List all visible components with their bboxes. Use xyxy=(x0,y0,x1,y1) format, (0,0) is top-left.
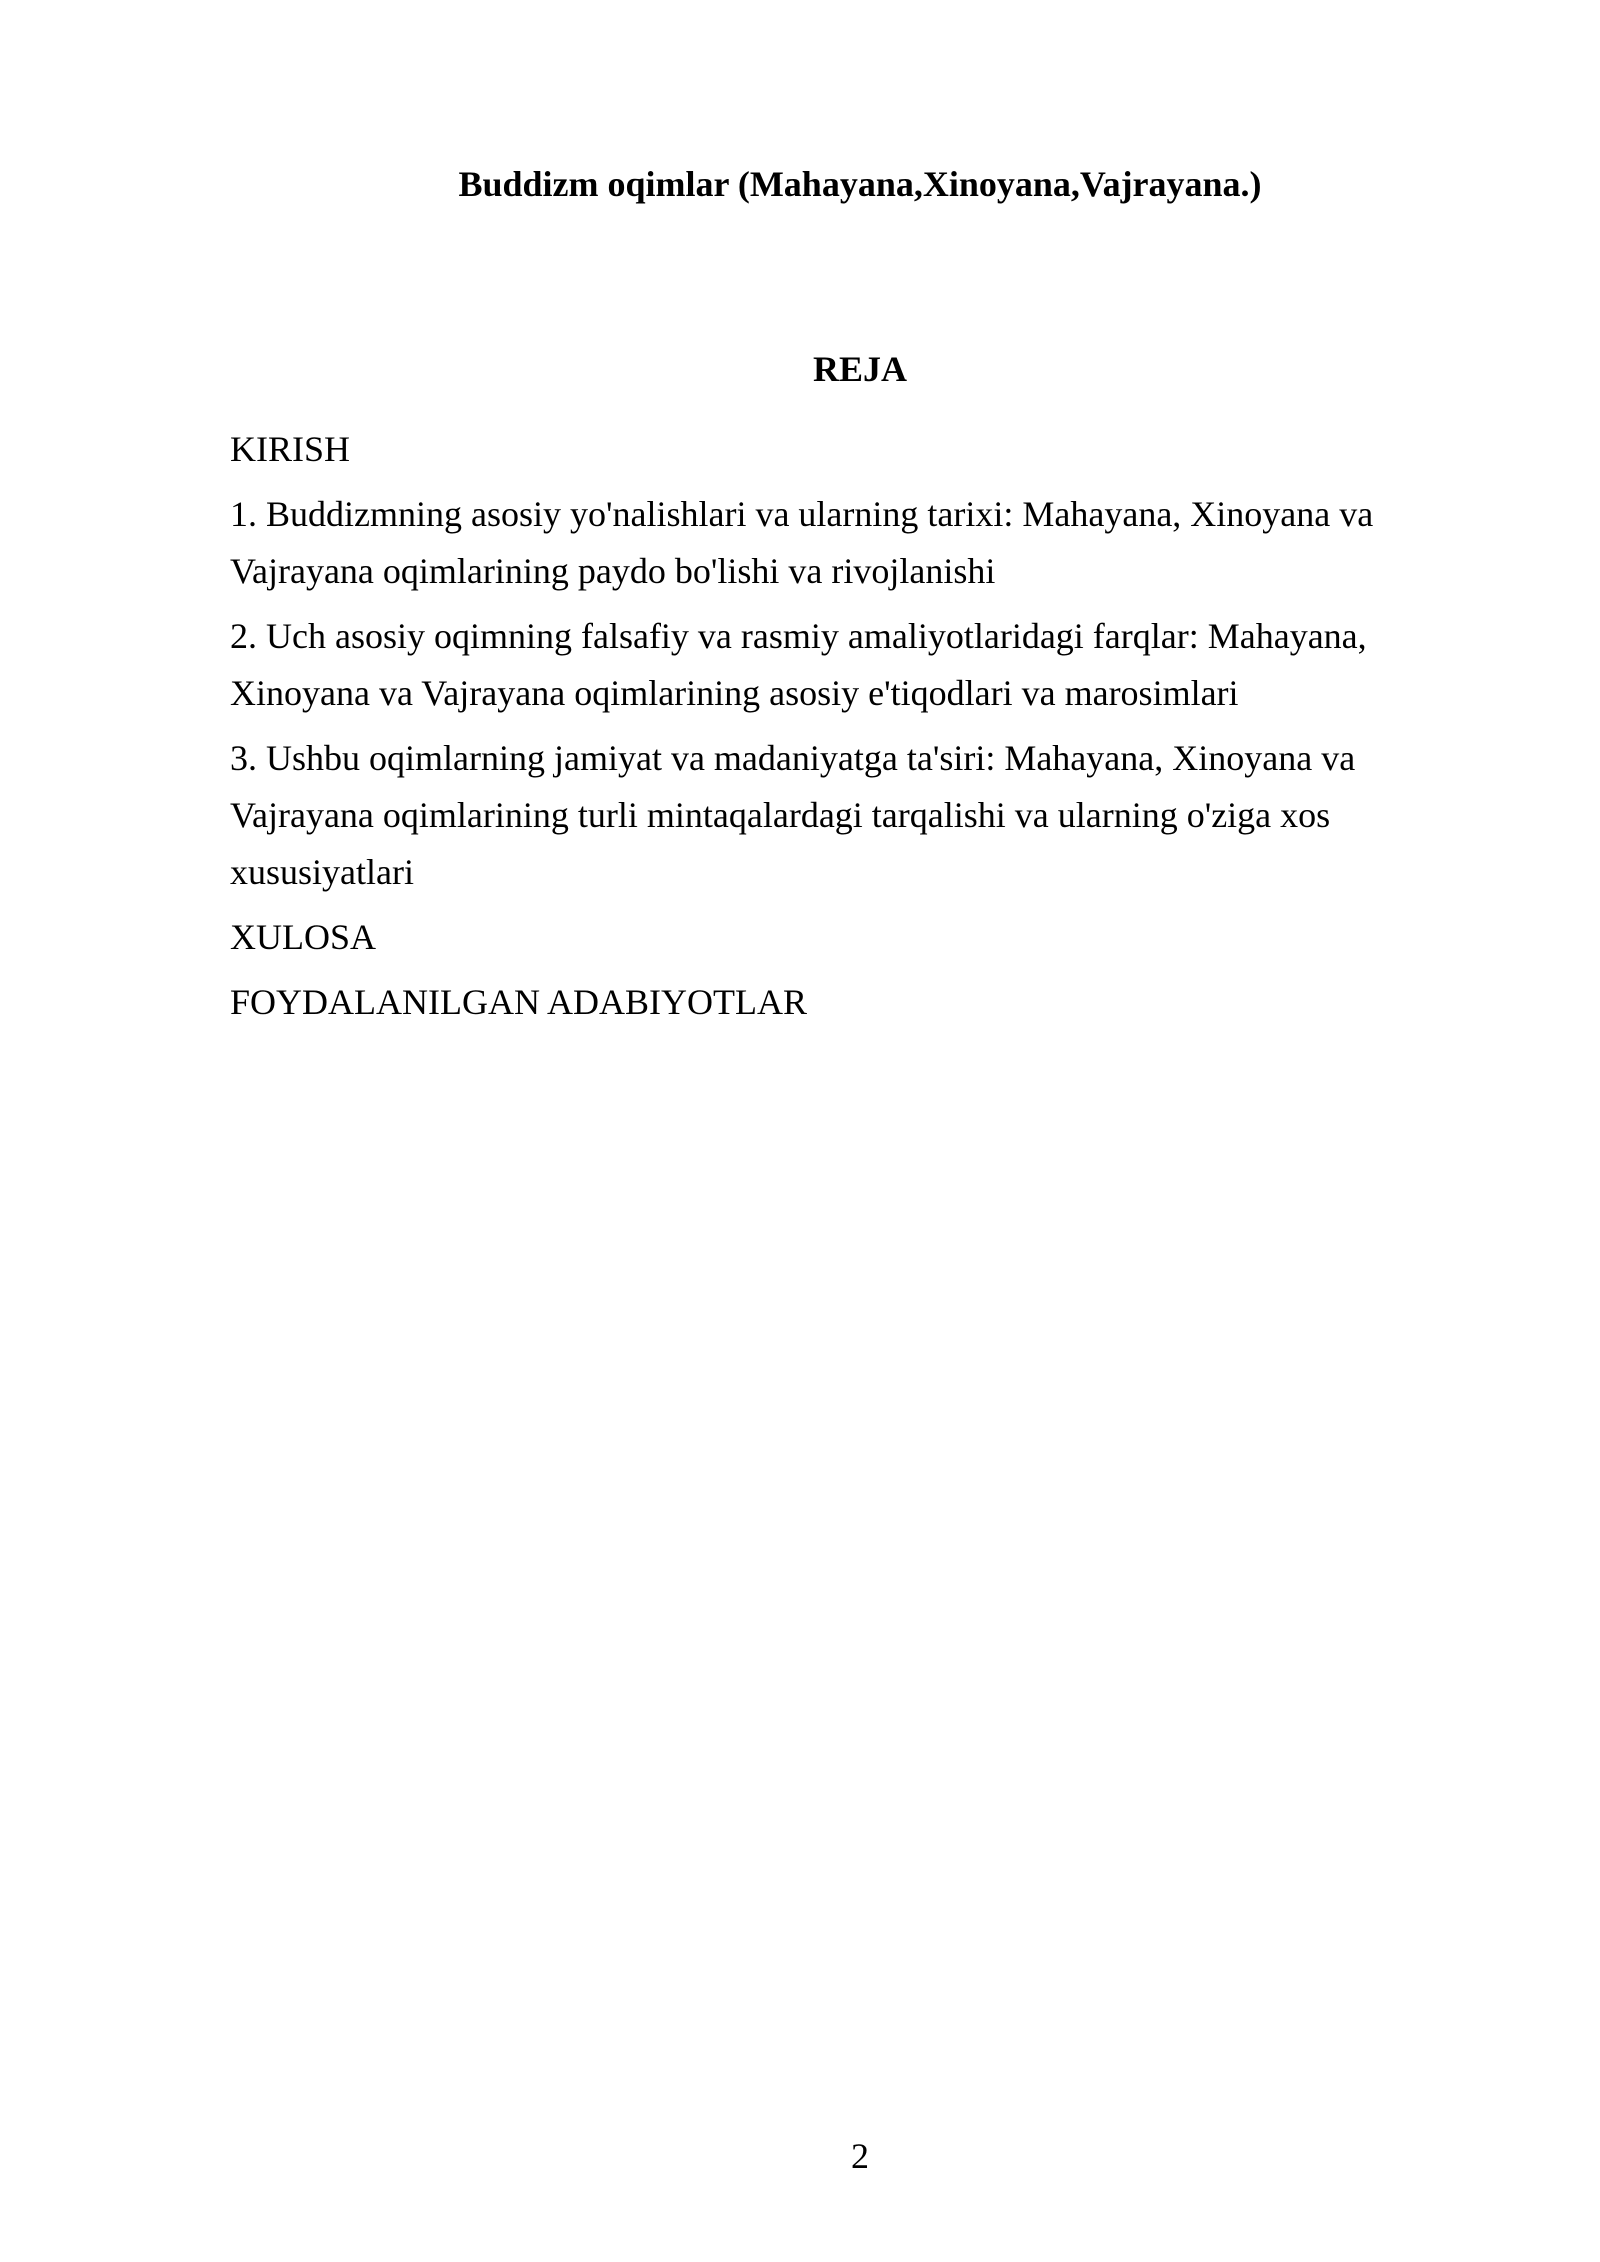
page-number: 2 xyxy=(851,2136,869,2176)
document-title: Buddizm oqimlar (Mahayana,Xinoyana,Vajrayana.) xyxy=(458,164,1262,204)
plan-list xyxy=(230,421,1440,1039)
plan-item-references: FOYDALANILGAN ADABIYOTLAR xyxy=(230,982,807,1022)
plan-item-1: 1. Buddizmning asosiy yo'nalishlari va ularning tarixi: Mahayana, Xinoyana va Vajrayana oqimlarining paydo bo'lishi va rivojlanishi xyxy=(230,494,1374,591)
plan-item-2: 2. Uch asosiy oqimning falsafiy va rasmiy amaliyotlaridagi farqlar: Mahayana, Xinoyana va Vajrayana oqimlarining asosiy e'tiqodlari va marosimlari xyxy=(230,616,1367,713)
plan-item-3: 3. Ushbu oqimlarning jamiyat va madaniyatga ta'siri: Mahayana, Xinoyana va Vajrayana oqimlarining turli mintaqalardagi tarqalishi va ularning o'ziga xos xususiyatlari xyxy=(230,738,1356,892)
plan-item-conclusion: XULOSA xyxy=(230,917,377,957)
plan-item-intro: KIRISH xyxy=(230,429,351,469)
plan-heading: REJA xyxy=(812,349,907,389)
